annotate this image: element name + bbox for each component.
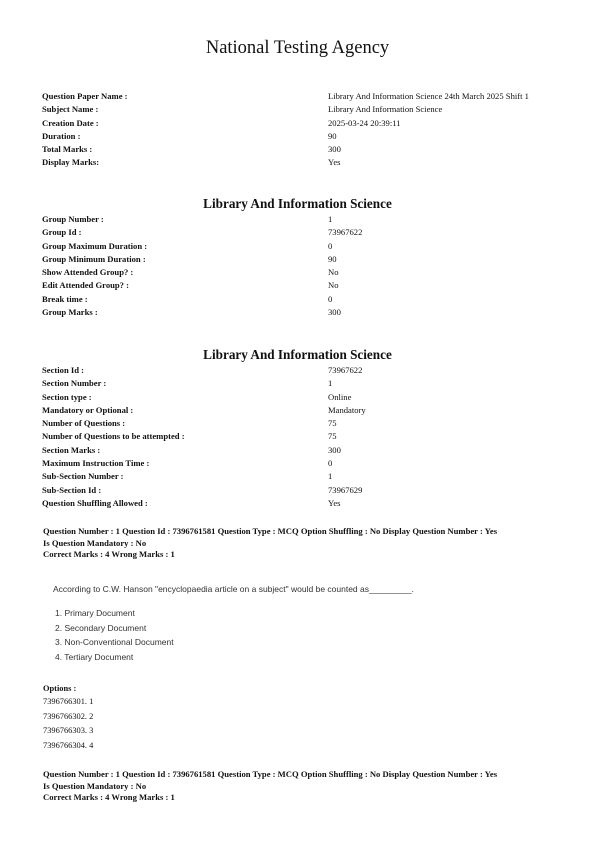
group-info-row	[42, 213, 562, 226]
section-info-row	[42, 391, 562, 404]
option-id: 7396766304. 4	[43, 740, 94, 750]
section-info-row	[42, 497, 562, 510]
field-label: Total Marks :	[42, 144, 93, 155]
paper-info-row	[42, 117, 562, 130]
field-label: Group Marks :	[42, 307, 98, 318]
question-mandatory-line: Is Question Mandatory : No	[43, 537, 147, 548]
section-info-row	[42, 377, 562, 390]
field-value: 0	[328, 240, 333, 251]
section-info-row	[42, 484, 562, 497]
field-value: Yes	[328, 157, 341, 168]
field-label: Section Number :	[42, 378, 107, 389]
field-label: Section Id :	[42, 365, 85, 375]
field-value: 0	[328, 458, 333, 469]
page-title: National Testing Agency	[205, 38, 390, 58]
field-value: 2025-03-24 20:39:11	[328, 117, 401, 128]
option-id: 7396766302. 2	[43, 711, 94, 721]
section-info-row	[42, 364, 562, 377]
options-label: Options :	[43, 684, 77, 693]
paper-info-row	[42, 103, 562, 116]
choice-item: 3. Non-Conventional Document	[55, 637, 174, 648]
section-info-row	[42, 430, 562, 443]
field-label: Question Shuffling Allowed :	[42, 497, 148, 508]
field-label: Subject Name :	[42, 104, 99, 115]
group-info-row	[42, 306, 562, 319]
group-info-row	[42, 226, 562, 239]
option-id: 7396766303. 3	[43, 726, 94, 735]
section-info-row	[42, 470, 562, 483]
group-info-row	[42, 253, 562, 266]
paper-info-row	[42, 143, 562, 156]
section-title: Library And Information Science	[203, 347, 392, 362]
option-id: 7396766301. 1	[43, 697, 94, 706]
paper-info-table	[42, 90, 562, 170]
field-value: 90	[328, 130, 337, 141]
group-info-row	[42, 279, 562, 292]
question-choices	[55, 606, 174, 665]
question-marks-line: Correct Marks : 4 Wrong Marks : 1	[43, 792, 175, 802]
field-label: Group Number :	[42, 214, 104, 224]
field-value: 73967622	[328, 365, 363, 375]
field-value: No	[328, 267, 339, 278]
section-info-row	[42, 404, 562, 417]
question-text: According to C.W. Hanson "encyclopaedia article on a subject" would be counted as_________.	[53, 584, 414, 594]
field-label: Question Paper Name :	[42, 91, 128, 101]
field-value: Library And Information Science 24th March 2025 Shift 1	[328, 91, 529, 101]
section-info-table	[42, 364, 562, 510]
field-value: Mandatory	[328, 404, 366, 415]
group-info-row	[42, 266, 562, 279]
group-info-table	[42, 213, 562, 319]
options-list	[43, 682, 93, 753]
question-mandatory-line: Is Question Mandatory : No	[43, 780, 147, 791]
field-label: Duration :	[42, 130, 81, 141]
field-label: Sub-Section Id :	[42, 484, 102, 495]
field-value: 1	[328, 471, 333, 482]
field-label: Group Minimum Duration :	[42, 253, 146, 264]
field-value: No	[328, 280, 339, 291]
field-label: Sub-Section Number :	[42, 471, 124, 482]
paper-info-row	[42, 90, 562, 103]
field-value: Yes	[328, 497, 341, 508]
field-value: Library And Information Science	[328, 104, 443, 115]
field-value: 73967629	[328, 484, 363, 495]
field-value: Online	[328, 391, 352, 402]
choice-item: 4. Tertiary Document	[55, 652, 134, 663]
field-value: 300	[328, 307, 341, 318]
choice-item: 2. Secondary Document	[55, 622, 147, 633]
paper-info-row	[42, 156, 562, 169]
field-value: 1	[328, 378, 333, 389]
field-label: Group Maximum Duration :	[42, 240, 148, 251]
question-marks-line: Correct Marks : 4 Wrong Marks : 1	[43, 549, 175, 559]
question-header	[43, 526, 563, 561]
question-meta-line: Question Number : 1 Question Id : 7396761581 Question Type : MCQ Option Shuffling : No Display Question Number : Yes	[43, 769, 498, 779]
field-label: Section type :	[42, 391, 92, 402]
field-value: 300	[328, 144, 341, 155]
section-info-row	[42, 444, 562, 457]
group-info-row	[42, 240, 562, 253]
field-label: Group Id :	[42, 227, 82, 238]
paper-info-row	[42, 130, 562, 143]
field-value: 73967622	[328, 227, 363, 238]
field-label: Edit Attended Group? :	[42, 280, 129, 291]
field-value: 75	[328, 418, 337, 429]
group-title: Library And Information Science	[203, 196, 392, 211]
field-label: Section Marks :	[42, 444, 101, 455]
field-value: 0	[328, 293, 333, 304]
group-info-row	[42, 293, 562, 306]
field-label: Number of Questions to be attempted :	[42, 431, 185, 442]
question-header	[43, 769, 563, 804]
field-label: Creation Date :	[42, 117, 99, 128]
section-info-row	[42, 457, 562, 470]
field-value: 300	[328, 444, 341, 455]
field-value: 75	[328, 431, 337, 442]
section-info-row	[42, 417, 562, 430]
field-value: 1	[328, 214, 333, 224]
field-label: Number of Questions :	[42, 418, 126, 429]
field-label: Break time :	[42, 293, 88, 304]
choice-item: 1. Primary Document	[55, 608, 135, 618]
field-label: Mandatory or Optional :	[42, 404, 134, 415]
field-label: Show Attended Group? :	[42, 267, 134, 278]
field-label: Maximum Instruction Time :	[42, 458, 150, 469]
field-value: 90	[328, 253, 337, 264]
question-meta-line: Question Number : 1 Question Id : 7396761581 Question Type : MCQ Option Shuffling : No Display Question Number : Yes	[43, 526, 498, 536]
field-label: Display Marks:	[42, 157, 100, 168]
